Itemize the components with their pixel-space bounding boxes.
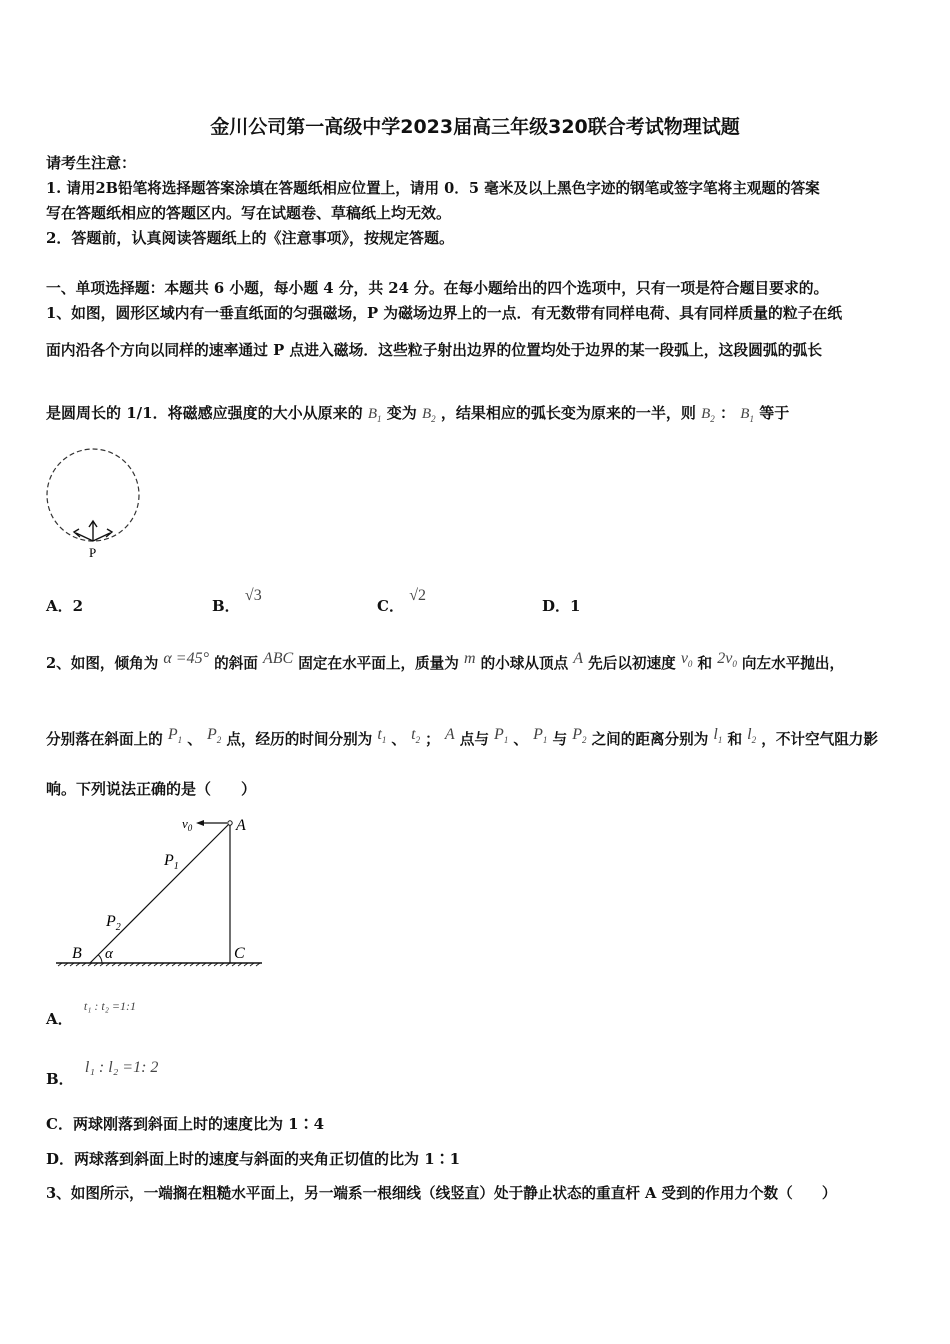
slope-side-ab	[90, 823, 230, 963]
fig-label-p1: $P_1$	[164, 852, 179, 872]
q2-option-a[interactable]: A． $^{t_1 : t_2 =1:1}$	[46, 999, 136, 1028]
point-p-label: P	[89, 545, 97, 560]
page-title: 金川公司第一高级中学2023届高三年级320联合考试物理试题	[210, 116, 740, 138]
mass-m: m	[463, 650, 476, 667]
b2-symbol: $B_2$	[421, 406, 436, 424]
q1-line-1: 1、如图，圆形区域内有一垂直纸面的匀强磁场，P 为磁场边界上的一点．有无数带有同样电荷、具有同样质量的粒子在纸	[46, 305, 843, 322]
q1-text-e: 等于	[759, 404, 790, 422]
q1-text-c: ，结果相应的弧长变为原来的一半，则	[440, 404, 696, 422]
notice-line-3: 2．答题前，认真阅读答题纸上的《注意事项》，按规定答题。	[46, 229, 454, 247]
v0-symbol: $v_0$	[680, 650, 693, 670]
b1-symbol-ratio: $B_1$	[740, 406, 754, 424]
q1-text-d: ：	[720, 404, 736, 422]
fig-label-p2: $P_2$	[106, 913, 121, 933]
q1-text-b: 变为	[386, 404, 417, 422]
fig-label-alpha: α	[105, 946, 113, 962]
section-heading: 一、单项选择题：本题共 6 小题，每小题 4 分，共 24 分。在每小题给出的四个选项中，只有一项是符合题目要求的。	[46, 280, 829, 297]
q1-option-d[interactable]: D．1	[542, 597, 581, 615]
ball-at-a	[228, 821, 232, 825]
slope-abc: ABC	[262, 650, 294, 667]
notice-line-1: 1. 请用2B铅笔将选择题答案涂填在答题纸相应位置上，请用 0．5 毫米及以上黑色字迹的钢笔或签字笔将主观题的答案	[46, 180, 820, 197]
b1-symbol: $B_1$	[367, 406, 382, 424]
incline-figure	[50, 808, 270, 973]
q1-line-2: 面内沿各个方向以同样的速率通过 P 点进入磁场．这些粒子射出边界的位置均处于边界的某一段弧上，这段圆弧的弧长	[46, 342, 823, 359]
b2-symbol-ratio: $B_2$	[701, 406, 715, 424]
velocity-arrow-right	[93, 533, 110, 541]
vertex-a: A	[573, 650, 584, 667]
angle-arc	[99, 955, 103, 963]
q1-text-a: 是圆周长的 1/1．将磁感应强度的大小从原来的	[46, 404, 363, 422]
q2-option-b[interactable]: B． l₁ : l₂ =1: 2	[46, 1059, 159, 1088]
fig-label-b: B	[72, 945, 82, 962]
q2-option-c[interactable]: C．两球刚落到斜面上时的速度比为 1∶4	[46, 1115, 325, 1133]
q1-line-3	[46, 402, 789, 424]
q2-line-2: 分别落在斜面上的 $P_1$ 、 $P_2$ 点，经历的时间分别为 $t_1$ 、 $t_2$ ； A 点与 $P_1$ 、 $P_1$ 与 $P_2$ 之间的距离分别为 $l_1$ 和 $l_2$ ，不计空气阻力影	[46, 726, 878, 748]
q2-line-1: 2、如图，倾角为 α =45° 的斜面 ABC 固定在水平面上，质量为 m 的小球从顶点 A 先后以初速度 $v_0$ 和 $2v_0$ 向左水平抛出，	[46, 650, 845, 672]
circle-field-figure	[38, 440, 148, 565]
q1-option-c[interactable]: C． √2	[377, 587, 426, 615]
2v0-symbol: $2v_0$	[717, 650, 737, 670]
fig-label-c: C	[234, 945, 245, 962]
q2-option-d[interactable]: D．两球落到斜面上时的速度与斜面的夹角正切值的比为 1∶1	[46, 1150, 461, 1168]
q2-line-3: 响。下列说法正确的是（ ）	[46, 780, 257, 798]
alpha-45: α =45°	[163, 650, 209, 667]
q1-option-a[interactable]: A．2	[46, 597, 84, 615]
q3-line-1: 3、如图所示，一端搁在粗糙水平面上，另一端系一根细线（线竖直）处于静止状态的重直杆 A 受到的作用力个数（ ）	[46, 1185, 837, 1202]
notice-line-2: 写在答题纸相应的答题区内。写在试题卷、草稿纸上均无效。	[46, 204, 452, 222]
fig-label-v0: $v_0$	[182, 816, 193, 833]
notice-heading: 请考生注意：	[46, 154, 137, 172]
q1-option-b[interactable]: B． √3	[212, 587, 262, 615]
fig-label-a: A	[236, 817, 246, 834]
